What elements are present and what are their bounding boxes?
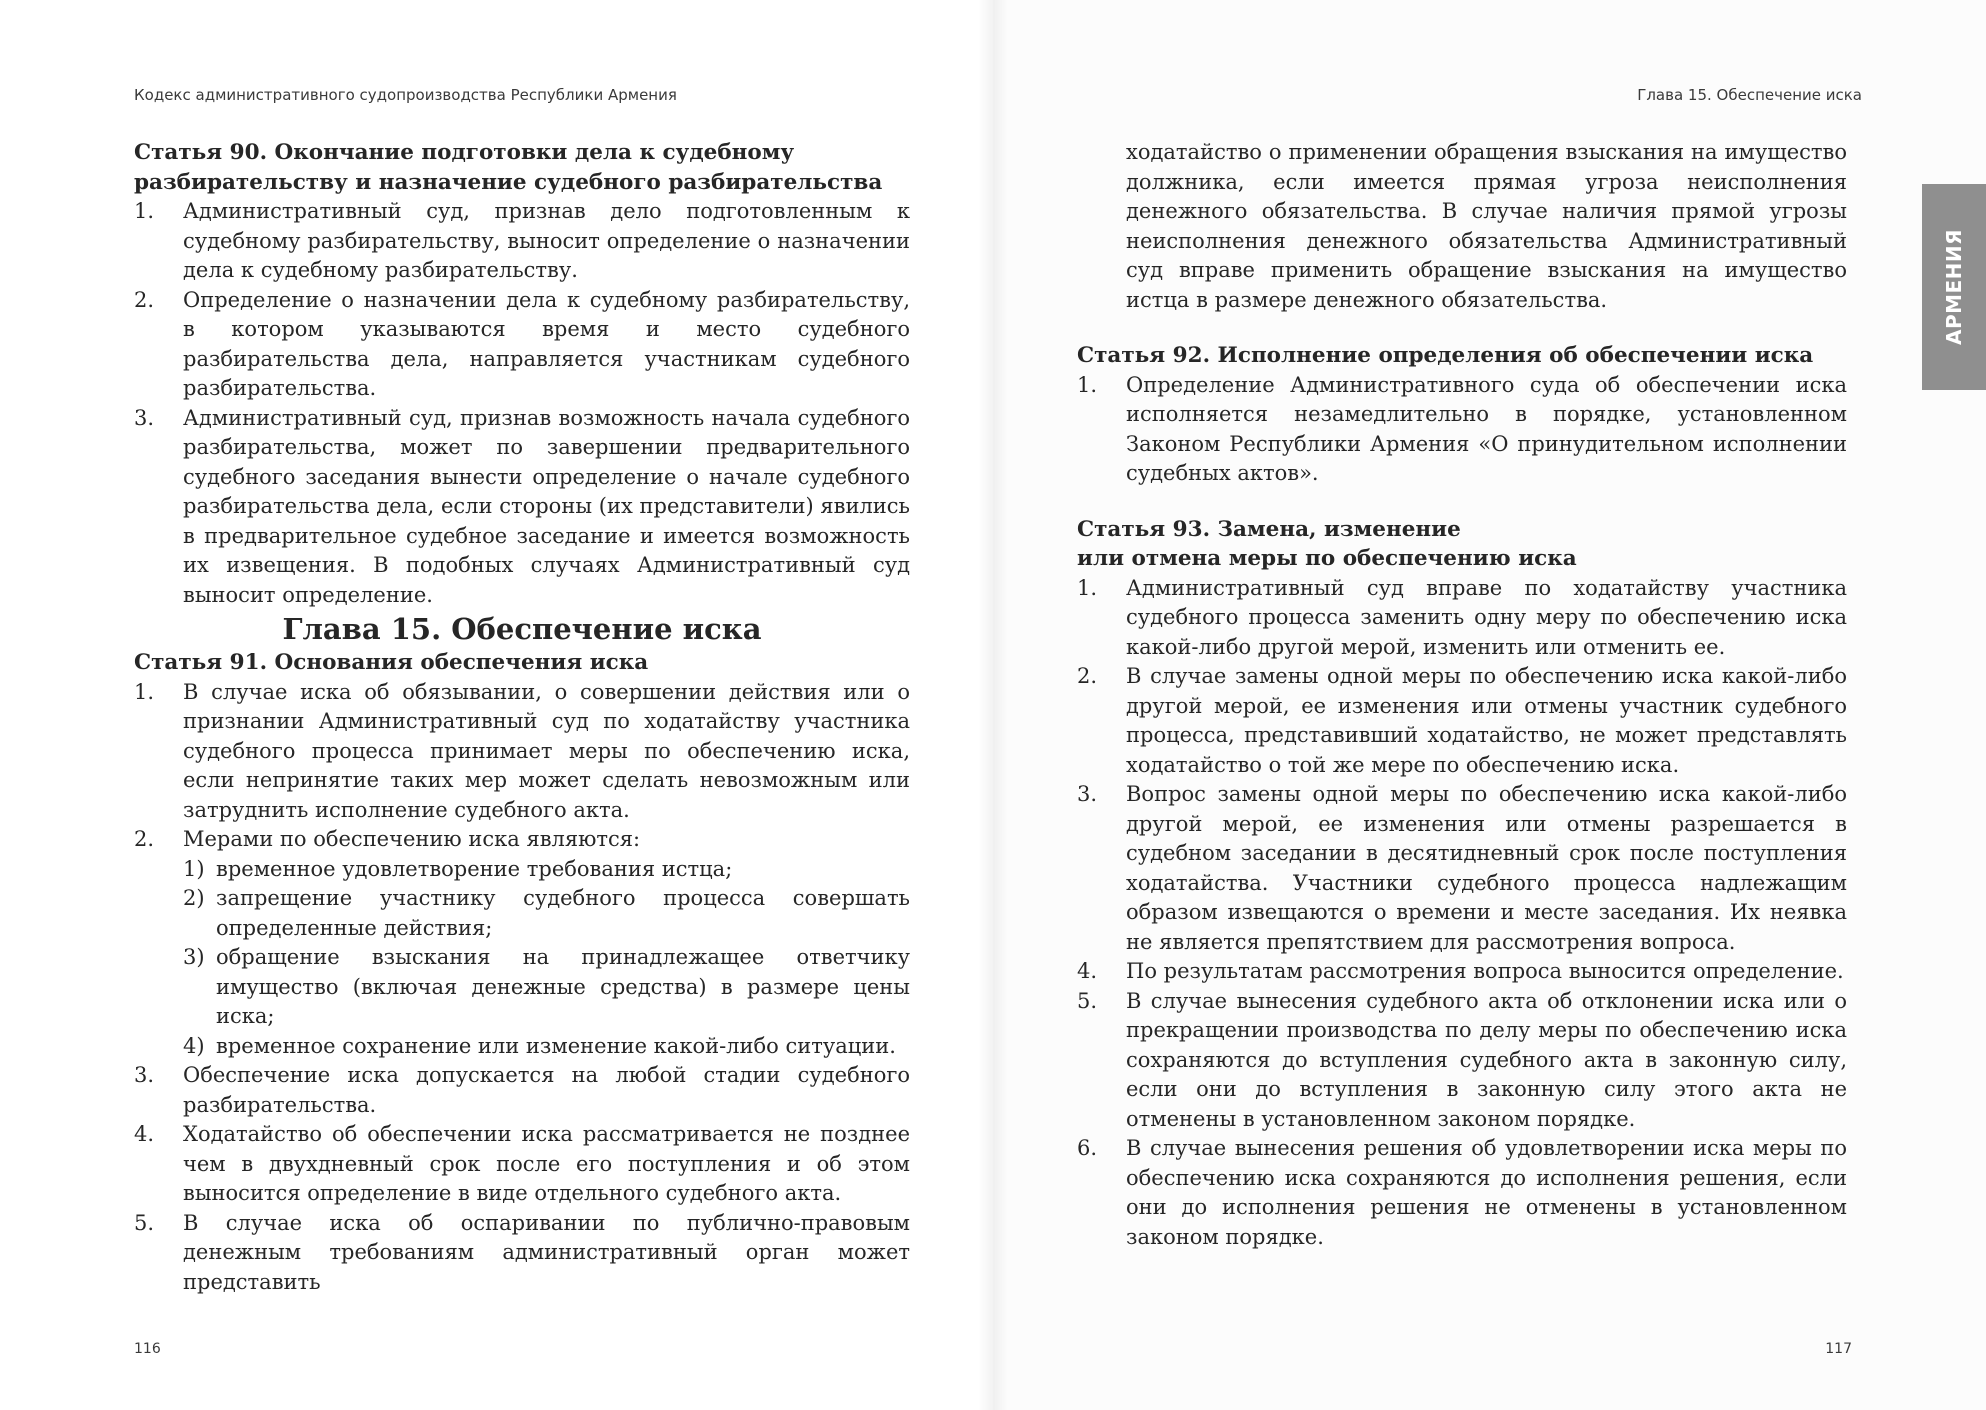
item-number: 5. bbox=[1077, 988, 1098, 1013]
country-thumb-tab bbox=[1922, 184, 1986, 390]
item-number: 5. bbox=[134, 1210, 155, 1235]
item-number: 1. bbox=[134, 199, 155, 223]
article-93-title-line1: Статья 93. Замена, изменение bbox=[1077, 516, 1461, 542]
article-91-subitem-4 bbox=[134, 1032, 910, 1062]
item-text: В случае вынесения судебного акта об отклонении иска или о прекращении производства по делу меры по обеспечению иска сохраняются до вступления судебного акта в законную силу, если они до вступления в законную силу этого акта не отменены в установленном законом порядке. bbox=[1126, 988, 1847, 1131]
article-93-title-line2: или отмена меры по обеспечению иска bbox=[1077, 546, 1577, 571]
left-text-column bbox=[134, 138, 910, 1297]
article-91-title: Статья 91. Основания обеспечения иска bbox=[134, 650, 649, 675]
article-93-item-6 bbox=[1077, 1134, 1847, 1252]
article-91-subitem-2 bbox=[134, 884, 910, 943]
item-number: 3. bbox=[1077, 782, 1098, 806]
page-number-right: 117 bbox=[1825, 1341, 1852, 1357]
item-text: В случае иска об обязывании, о совершении действия или о признании Административный суд по ходатайству участника судебного процесса принимает меры по обеспечению иска, если непринятие таких мер может сделать невозможным или затруднить исполнение судебного акта. bbox=[183, 679, 910, 822]
article-91-item-2 bbox=[134, 825, 910, 855]
article-90-title-line1: Статья 90. Окончание подготовки дела к судебному bbox=[134, 140, 795, 165]
item-text: Административный суд, признав дело подготовленным к судебному разбирательству, выносит определение о назначении дела к судебному разбирательству. bbox=[183, 199, 910, 282]
article-90-title-line2: разбирательству и назначение судебного разбирательства bbox=[134, 169, 883, 195]
item-number: 1. bbox=[134, 679, 155, 704]
article-91-item-5-continuation: ходатайство о применении обращения взыскания на имущество должника, если имеется прямая угроза неисполнения денежного обязательства. В случае наличия прямой угрозы неисполнения денежного обязательства Административный суд вправе применить обращение взыскания на имущество истца в размере денежного обязательства. bbox=[1126, 140, 1847, 312]
subitem-number: 2) bbox=[183, 886, 205, 910]
running-head-left: Кодекс административного судопроизводства Республики Армения bbox=[134, 86, 677, 104]
item-text: Вопрос замены одной меры по обеспечению иска какой-либо другой мерой, ее изменения или отмены разрешается в судебном заседании в десятидневный срок после поступления ходатайства. Участники судебного процесса надлежащим образом извещаются о времени и месте заседания. Их неявка не является препятствием для рассмотрения вопроса. bbox=[1126, 782, 1847, 954]
item-number: 2. bbox=[1077, 664, 1098, 688]
item-number: 2. bbox=[134, 287, 155, 312]
country-tab-label: АРМЕНИЯ bbox=[1942, 228, 1967, 346]
article-93-item-2 bbox=[1077, 662, 1847, 780]
item-number: 4. bbox=[134, 1122, 155, 1146]
item-text: По результатам рассмотрения вопроса выносится определение. bbox=[1126, 959, 1844, 983]
article-91-subitem-3 bbox=[134, 943, 910, 1032]
item-number: 6. bbox=[1077, 1136, 1098, 1160]
subitem-number: 1) bbox=[183, 856, 205, 881]
article-92-item-1 bbox=[1077, 371, 1847, 489]
section-spacer bbox=[1077, 489, 1847, 515]
subitem-text: запрещение участнику судебного процесса совершать определенные действия; bbox=[216, 886, 910, 940]
subitem-number: 4) bbox=[183, 1033, 205, 1058]
item-text: Определение Административного суда об обеспечении иска исполняется незамедлительно в порядке, установленном Законом Республики Армения «О принудительном исполнении судебных актов». bbox=[1126, 372, 1847, 485]
article-91-subitem-1 bbox=[134, 855, 910, 885]
section-spacer bbox=[1077, 315, 1847, 341]
item-text: Административный суд вправе по ходатайству участника судебного процесса заменить одну меру по обеспечению иска какой-либо другой мерой, изменить или отменить ее. bbox=[1126, 575, 1847, 659]
subitem-text: временное удовлетворение требования истца; bbox=[216, 856, 733, 881]
subitem-text: временное сохранение или изменение какой-либо ситуации. bbox=[216, 1033, 896, 1058]
item-text: Административный суд, признав возможность начала судебного разбирательства, может по завершении предварительного судебного заседания вынести определение о начале судебного разбирательства дела, если стороны (их представители) явились в предварительное судебное заседание и имеется возможность их извещения. В подобных случаях Административный суд выносит определение. bbox=[183, 405, 910, 607]
item-number: 3. bbox=[134, 405, 155, 430]
chapter-title: Глава 15. Обеспечение иска bbox=[282, 612, 762, 646]
item-text: Определение о назначении дела к судебному разбирательству, в котором указываются время и место судебного разбирательства дела, направляется участникам судебного разбирательства. bbox=[183, 287, 910, 400]
item-number: 1. bbox=[1077, 575, 1098, 600]
right-text-column bbox=[1077, 138, 1847, 1252]
article-90-item-2 bbox=[134, 286, 910, 404]
article-91-item-1 bbox=[134, 678, 910, 826]
article-91-item-3 bbox=[134, 1061, 910, 1120]
article-93-item-1 bbox=[1077, 574, 1847, 663]
subitem-text: обращение взыскания на принадлежащее ответчику имущество (включая денежные средства) в размере цены иска; bbox=[216, 945, 910, 1028]
right-page bbox=[993, 0, 1986, 1410]
page-number-left: 116 bbox=[134, 1341, 161, 1357]
item-text: Мерами по обеспечению иска являются: bbox=[183, 827, 641, 851]
item-number: 1. bbox=[1077, 372, 1098, 397]
article-90-item-3 bbox=[134, 404, 910, 611]
item-number: 2. bbox=[134, 827, 155, 851]
item-text: В случае иска об оспаривании по публично-правовым денежным требованиям административный орган может представить bbox=[183, 1210, 910, 1294]
running-head-right: Глава 15. Обеспечение иска bbox=[1637, 86, 1862, 104]
article-90-item-1 bbox=[134, 197, 910, 286]
subitem-number: 3) bbox=[183, 945, 205, 969]
article-93-item-5 bbox=[1077, 987, 1847, 1135]
item-number: 3. bbox=[134, 1063, 155, 1087]
article-91-item-5 bbox=[134, 1209, 910, 1298]
article-92-title: Статья 92. Исполнение определения об обеспечении иска bbox=[1077, 343, 1814, 368]
item-text: Ходатайство об обеспечении иска рассматривается не позднее чем в двухдневный срок после его поступления и об этом выносится определение в виде отдельного судебного акта. bbox=[183, 1122, 910, 1205]
article-93-item-4 bbox=[1077, 957, 1847, 987]
item-text: Обеспечение иска допускается на любой стадии судебного разбирательства. bbox=[183, 1063, 910, 1117]
article-93-item-3 bbox=[1077, 780, 1847, 957]
article-91-item-4 bbox=[134, 1120, 910, 1209]
item-text: В случае замены одной меры по обеспечению иска какой-либо другой мерой, ее изменения или отмены участник судебного процесса, представивший ходатайство, не может представлять ходатайство о той же мере по обеспечению иска. bbox=[1126, 664, 1847, 777]
book-gutter-shadow bbox=[978, 0, 1008, 1410]
item-text: В случае вынесения решения об удовлетворении иска меры по обеспечению иска сохраняются до исполнения решения, если они до исполнения решения не отменены в установленном законом порядке. bbox=[1126, 1136, 1847, 1249]
item-number: 4. bbox=[1077, 959, 1098, 983]
